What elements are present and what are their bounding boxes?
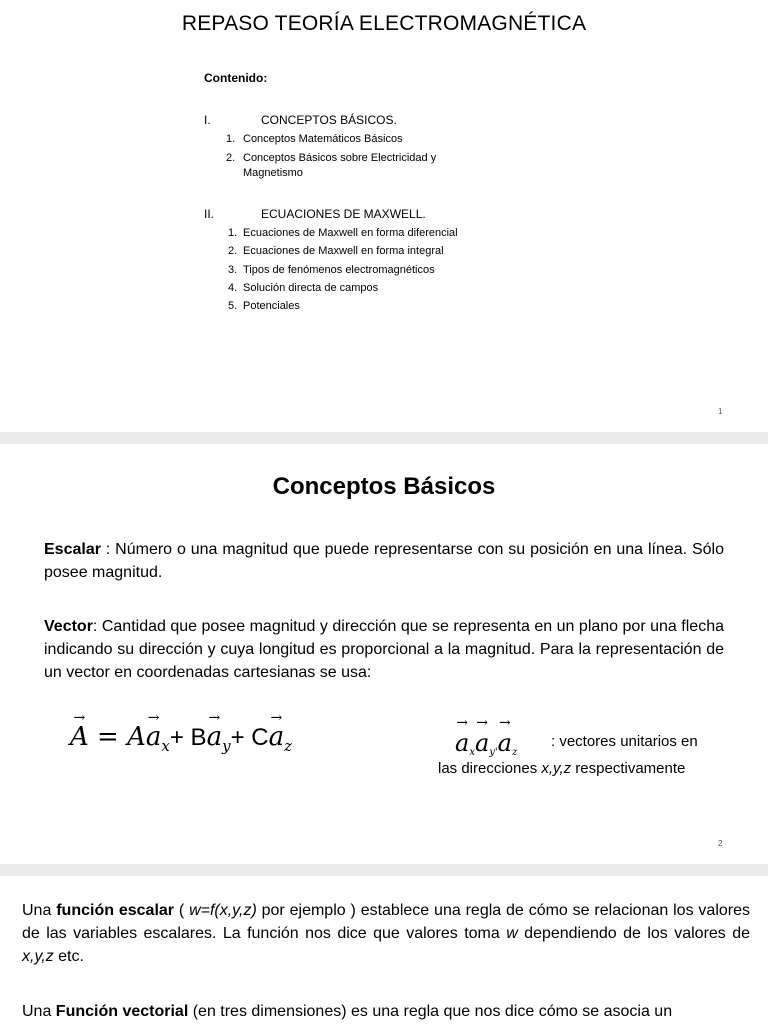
funcion-vectorial-paragraph: Una Función vectorial (en tres dimensiones) es una regla que nos dice cómo se asocia un [22, 1003, 673, 1020]
vector-definition [44, 615, 724, 684]
vector-arrow-icon: → [498, 715, 511, 731]
list-item-number: 1. [226, 133, 236, 145]
escalar-definition [44, 538, 724, 584]
list-item: Potenciales [243, 300, 300, 312]
slide-1 [0, 0, 768, 432]
list-item-number: 2. [228, 245, 238, 257]
vector-arrow-icon: → [208, 710, 221, 726]
vector-arrow-icon: → [147, 710, 160, 726]
slide-2-title: Conceptos Básicos [272, 473, 496, 500]
section-2-title: ECUACIONES DE MAXWELL. [261, 207, 426, 221]
list-item: Tipos de fenómenos electromagnéticos [243, 264, 435, 276]
slide-separator [0, 864, 768, 876]
vector-equation: → A = A → $a_x+ B$ → $a_y+ C$ → $a_z$ [70, 710, 293, 755]
vector-term: Vector [44, 618, 93, 635]
list-item: Conceptos Básicos sobre Electricidad y [243, 152, 437, 164]
contenido-label: Contenido: [204, 71, 268, 85]
unit-vectors: → ax → ay' → az [455, 715, 518, 758]
vector-arrow-icon: → [73, 710, 86, 726]
unit-vectors-text-line2: las direcciones x,y,z respectivamente [438, 760, 686, 777]
page-number: 1 [718, 407, 723, 416]
list-item-number: 5. [228, 300, 238, 312]
list-item: Ecuaciones de Maxwell en forma diferencial [243, 227, 458, 239]
list-item: Solución directa de campos [243, 282, 379, 294]
section-2-numeral: II. [204, 207, 215, 221]
vector-text: : Cantidad que posee magnitud y dirección que se representa en un plano por una flecha indicando su dirección y cuya longitud es proporcional a la magnitud. Para la representación de un vector en coordenadas cartesianas se usa: [44, 618, 724, 681]
page-number: 2 [718, 839, 723, 848]
unit-vectors-text-line1: : vectores unitarios en [551, 733, 698, 750]
escalar-term: Escalar [44, 541, 101, 558]
section-1-numeral: I. [204, 113, 211, 127]
list-item-number: 4. [228, 282, 238, 294]
vector-arrow-icon: → [456, 715, 469, 731]
vector-arrow-icon: → [476, 715, 488, 731]
section-1-title: CONCEPTOS BÁSICOS. [261, 113, 397, 127]
slide-1-title: REPASO TEORÍA ELECTROMAGNÉTICA [181, 12, 587, 35]
slide-separator [0, 432, 768, 444]
list-item-continued: Magnetismo [243, 167, 303, 179]
list-item-number: 1. [228, 227, 238, 239]
list-item: Conceptos Matemáticos Básicos [243, 133, 403, 145]
vector-arrow-icon: → [270, 710, 283, 726]
escalar-text: : Número o una magnitud que puede representarse con su posición en una línea. Sólo posee magnitud. [44, 541, 724, 581]
list-item-number: 2. [226, 152, 236, 164]
funcion-escalar-paragraph: Una función escalar ( w=f(x,y,z) por ejemplo ) establece una regla de cómo se relacionan los valores de las variables escalares. La función nos dice que valores toma w dependiendo de los valores de x,y,z etc. [22, 902, 751, 965]
vector-A: → A [70, 710, 89, 752]
list-item: Ecuaciones de Maxwell en forma integral [243, 245, 444, 257]
list-item-number: 3. [228, 264, 238, 276]
